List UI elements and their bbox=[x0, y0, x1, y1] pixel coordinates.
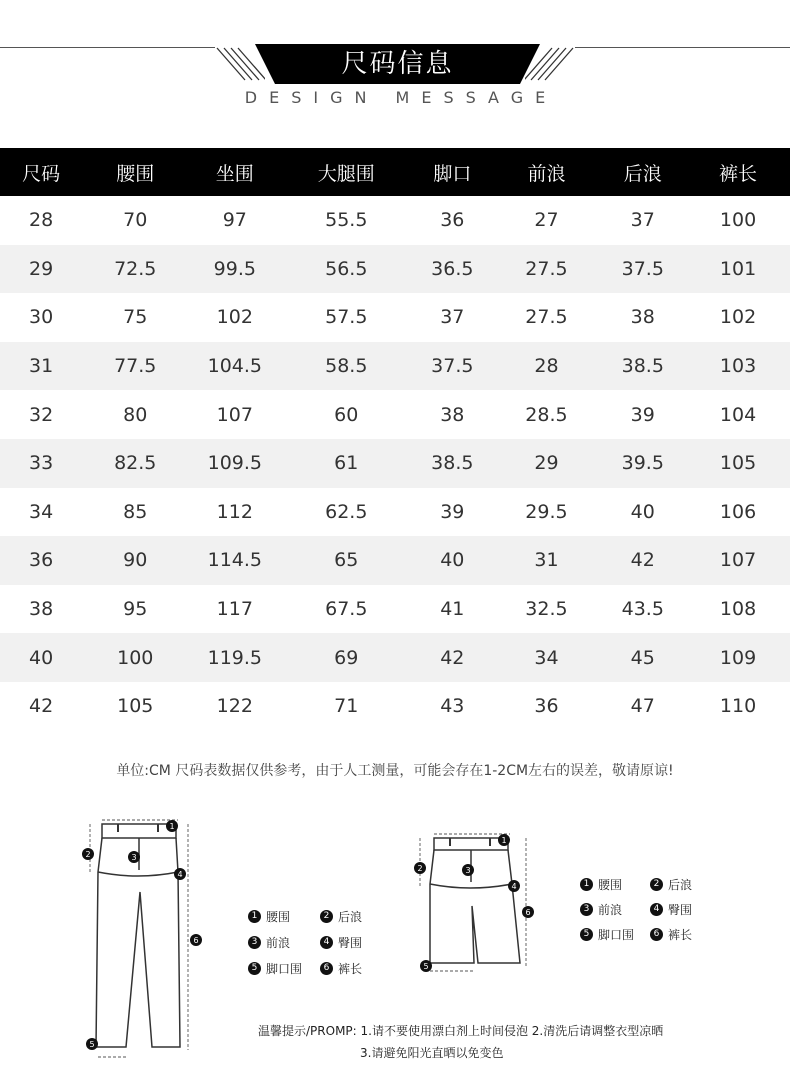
measurement-note: 单位:CM 尺码表数据仅供参考，由于人工测量，可能会存在1-2CM左右的误差，敬请原谅! bbox=[116, 763, 674, 779]
legend-item: 6 裤长 bbox=[650, 926, 692, 943]
table-cell: 38 bbox=[440, 403, 465, 426]
table-row bbox=[0, 488, 790, 537]
table-cell: 29 bbox=[0, 245, 82, 294]
table-row bbox=[0, 633, 790, 682]
table-cell: 65 bbox=[281, 536, 411, 585]
table-row bbox=[0, 245, 790, 294]
column-header: 后浪 bbox=[599, 148, 686, 196]
table-cell: 40 bbox=[0, 633, 82, 682]
table-cell: 29 bbox=[493, 439, 599, 488]
svg-text:5: 5 bbox=[89, 1040, 95, 1049]
svg-text:1: 1 bbox=[169, 822, 175, 831]
table-cell: 109 bbox=[686, 633, 790, 682]
right-stripes-decoration bbox=[525, 44, 575, 84]
svg-text:4: 4 bbox=[177, 870, 183, 879]
table-cell: 103 bbox=[686, 342, 790, 391]
table-cell: 119.5 bbox=[188, 633, 281, 682]
column-header: 大腿围 bbox=[281, 148, 411, 196]
table-cell: 38 bbox=[29, 598, 54, 621]
table-row bbox=[0, 293, 790, 342]
table-cell: 70 bbox=[123, 209, 148, 232]
column-header: 前浪 bbox=[493, 148, 599, 196]
table-cell: 45 bbox=[599, 633, 686, 682]
table-cell: 39 bbox=[630, 403, 655, 426]
column-header: 腰围 bbox=[82, 148, 188, 196]
table-cell: 36 bbox=[0, 536, 82, 585]
legend-item: 1 腰围 bbox=[248, 908, 290, 925]
table-row bbox=[0, 342, 790, 391]
legend-item: 4 臀围 bbox=[650, 901, 692, 918]
header-rule-left bbox=[0, 47, 215, 48]
legend-item: 5 脚口围 bbox=[580, 926, 634, 943]
table-cell: 62.5 bbox=[325, 500, 368, 523]
svg-text:2: 2 bbox=[417, 864, 423, 873]
table-cell: 105 bbox=[686, 439, 790, 488]
svg-text:5: 5 bbox=[423, 962, 429, 971]
table-cell: 101 bbox=[686, 245, 790, 294]
table-cell: 28 bbox=[493, 342, 599, 391]
table-cell: 95 bbox=[123, 598, 148, 621]
svg-text:6: 6 bbox=[525, 908, 531, 917]
table-header-row bbox=[0, 148, 790, 196]
table-cell: 104.5 bbox=[188, 342, 281, 391]
table-row bbox=[0, 439, 790, 488]
table-cell: 100 bbox=[719, 209, 757, 232]
page-title: 尺码信息 bbox=[341, 49, 454, 79]
table-cell: 39.5 bbox=[599, 439, 686, 488]
table-cell: 55.5 bbox=[325, 209, 368, 232]
table-cell: 117 bbox=[216, 598, 253, 621]
svg-text:4: 4 bbox=[511, 882, 517, 891]
table-cell: 106 bbox=[719, 500, 757, 523]
table-cell: 109.5 bbox=[188, 439, 281, 488]
legend-item: 6 裤长 bbox=[320, 960, 362, 977]
table-cell: 38 bbox=[630, 306, 655, 329]
table-cell: 90 bbox=[82, 536, 188, 585]
table-cell: 36.5 bbox=[411, 245, 493, 294]
svg-text:2: 2 bbox=[85, 850, 91, 859]
table-cell: 39 bbox=[440, 500, 465, 523]
table-cell: 27.5 bbox=[493, 245, 599, 294]
legend-left bbox=[248, 908, 378, 978]
table-cell: 75 bbox=[123, 306, 148, 329]
legend-item: 3 前浪 bbox=[580, 901, 622, 918]
table-cell: 107 bbox=[686, 536, 790, 585]
table-cell: 42 bbox=[29, 695, 54, 718]
header bbox=[0, 0, 790, 125]
table-cell: 42 bbox=[599, 536, 686, 585]
table-cell: 56.5 bbox=[281, 245, 411, 294]
header-rule-right bbox=[575, 47, 790, 48]
column-header: 尺码 bbox=[0, 148, 82, 196]
shorts-diagram bbox=[408, 828, 548, 978]
table-cell: 58.5 bbox=[281, 342, 411, 391]
table-row bbox=[0, 682, 790, 731]
title-banner bbox=[255, 44, 540, 84]
table-cell: 36 bbox=[440, 209, 465, 232]
table-cell: 82.5 bbox=[82, 439, 188, 488]
table-cell: 29.5 bbox=[525, 500, 568, 523]
table-cell: 57.5 bbox=[325, 306, 368, 329]
table-cell: 38.5 bbox=[599, 342, 686, 391]
table-cell: 77.5 bbox=[82, 342, 188, 391]
table-cell: 69 bbox=[281, 633, 411, 682]
long-pants-diagram bbox=[78, 812, 218, 1062]
table-row bbox=[0, 585, 790, 634]
table-cell: 40 bbox=[630, 500, 655, 523]
table-cell: 42 bbox=[411, 633, 493, 682]
table-row bbox=[0, 536, 790, 585]
table-cell: 122 bbox=[216, 695, 253, 718]
table-cell: 41 bbox=[440, 598, 465, 621]
table-cell: 30 bbox=[29, 306, 54, 329]
table-cell: 107 bbox=[216, 403, 253, 426]
legend-item: 5 脚口围 bbox=[248, 960, 302, 977]
table-cell: 37.5 bbox=[411, 342, 493, 391]
table-cell: 112 bbox=[216, 500, 253, 523]
table-cell: 34 bbox=[29, 500, 54, 523]
care-tips-line-2: 3.请避免阳光直晒以免变色 bbox=[360, 1046, 504, 1060]
table-cell: 28 bbox=[29, 209, 54, 232]
table-cell: 40 bbox=[411, 536, 493, 585]
table-cell: 67.5 bbox=[325, 598, 368, 621]
column-header: 裤长 bbox=[686, 148, 790, 196]
table-cell: 60 bbox=[334, 403, 359, 426]
table-cell: 33 bbox=[0, 439, 82, 488]
legend-item: 2 后浪 bbox=[650, 876, 692, 893]
legend-item: 1 腰围 bbox=[580, 876, 622, 893]
legend-right bbox=[580, 876, 720, 946]
table-cell: 37 bbox=[630, 209, 655, 232]
column-header: 脚口 bbox=[411, 148, 493, 196]
table-cell: 27.5 bbox=[525, 306, 568, 329]
table-cell: 38.5 bbox=[411, 439, 493, 488]
table-cell: 37.5 bbox=[599, 245, 686, 294]
table-cell: 105 bbox=[117, 695, 154, 718]
table-cell: 32.5 bbox=[525, 598, 568, 621]
table-cell: 104 bbox=[719, 403, 757, 426]
svg-text:3: 3 bbox=[465, 866, 471, 875]
table-cell: 36 bbox=[534, 695, 559, 718]
table-cell: 114.5 bbox=[188, 536, 281, 585]
svg-text:3: 3 bbox=[131, 853, 137, 862]
table-cell: 102 bbox=[719, 306, 757, 329]
table-cell: 85 bbox=[123, 500, 148, 523]
table-cell: 71 bbox=[334, 695, 359, 718]
table-cell: 99.5 bbox=[188, 245, 281, 294]
table-cell: 102 bbox=[216, 306, 253, 329]
table-row bbox=[0, 390, 790, 439]
table-cell: 80 bbox=[123, 403, 148, 426]
table-cell: 47 bbox=[630, 695, 655, 718]
care-tips-line-1: 温馨提示/PROMP: 1.请不要使用漂白剂上时间侵泡 2.清洗后请调整衣型凉晒 bbox=[258, 1024, 664, 1038]
table-cell: 100 bbox=[82, 633, 188, 682]
table-cell: 31 bbox=[0, 342, 82, 391]
legend-item: 4 臀围 bbox=[320, 934, 362, 951]
column-header: 坐围 bbox=[188, 148, 281, 196]
table-cell: 34 bbox=[493, 633, 599, 682]
page-subtitle: DESIGN MESSAGE bbox=[244, 88, 558, 107]
table-body bbox=[0, 196, 790, 731]
legend-item: 3 前浪 bbox=[248, 934, 290, 951]
table-cell: 37 bbox=[440, 306, 465, 329]
table-cell: 72.5 bbox=[82, 245, 188, 294]
table-cell: 43.5 bbox=[621, 598, 664, 621]
svg-text:1: 1 bbox=[501, 836, 507, 845]
table-cell: 31 bbox=[493, 536, 599, 585]
table-cell: 43 bbox=[440, 695, 465, 718]
table-cell: 110 bbox=[719, 695, 757, 718]
table-row bbox=[0, 196, 790, 245]
size-table bbox=[0, 148, 790, 731]
table-cell: 97 bbox=[222, 209, 247, 232]
legend-item: 2 后浪 bbox=[320, 908, 362, 925]
table-cell: 28.5 bbox=[525, 403, 568, 426]
svg-text:6: 6 bbox=[193, 936, 199, 945]
table-cell: 61 bbox=[281, 439, 411, 488]
table-cell: 108 bbox=[719, 598, 757, 621]
table-cell: 32 bbox=[29, 403, 54, 426]
table-cell: 27 bbox=[534, 209, 559, 232]
